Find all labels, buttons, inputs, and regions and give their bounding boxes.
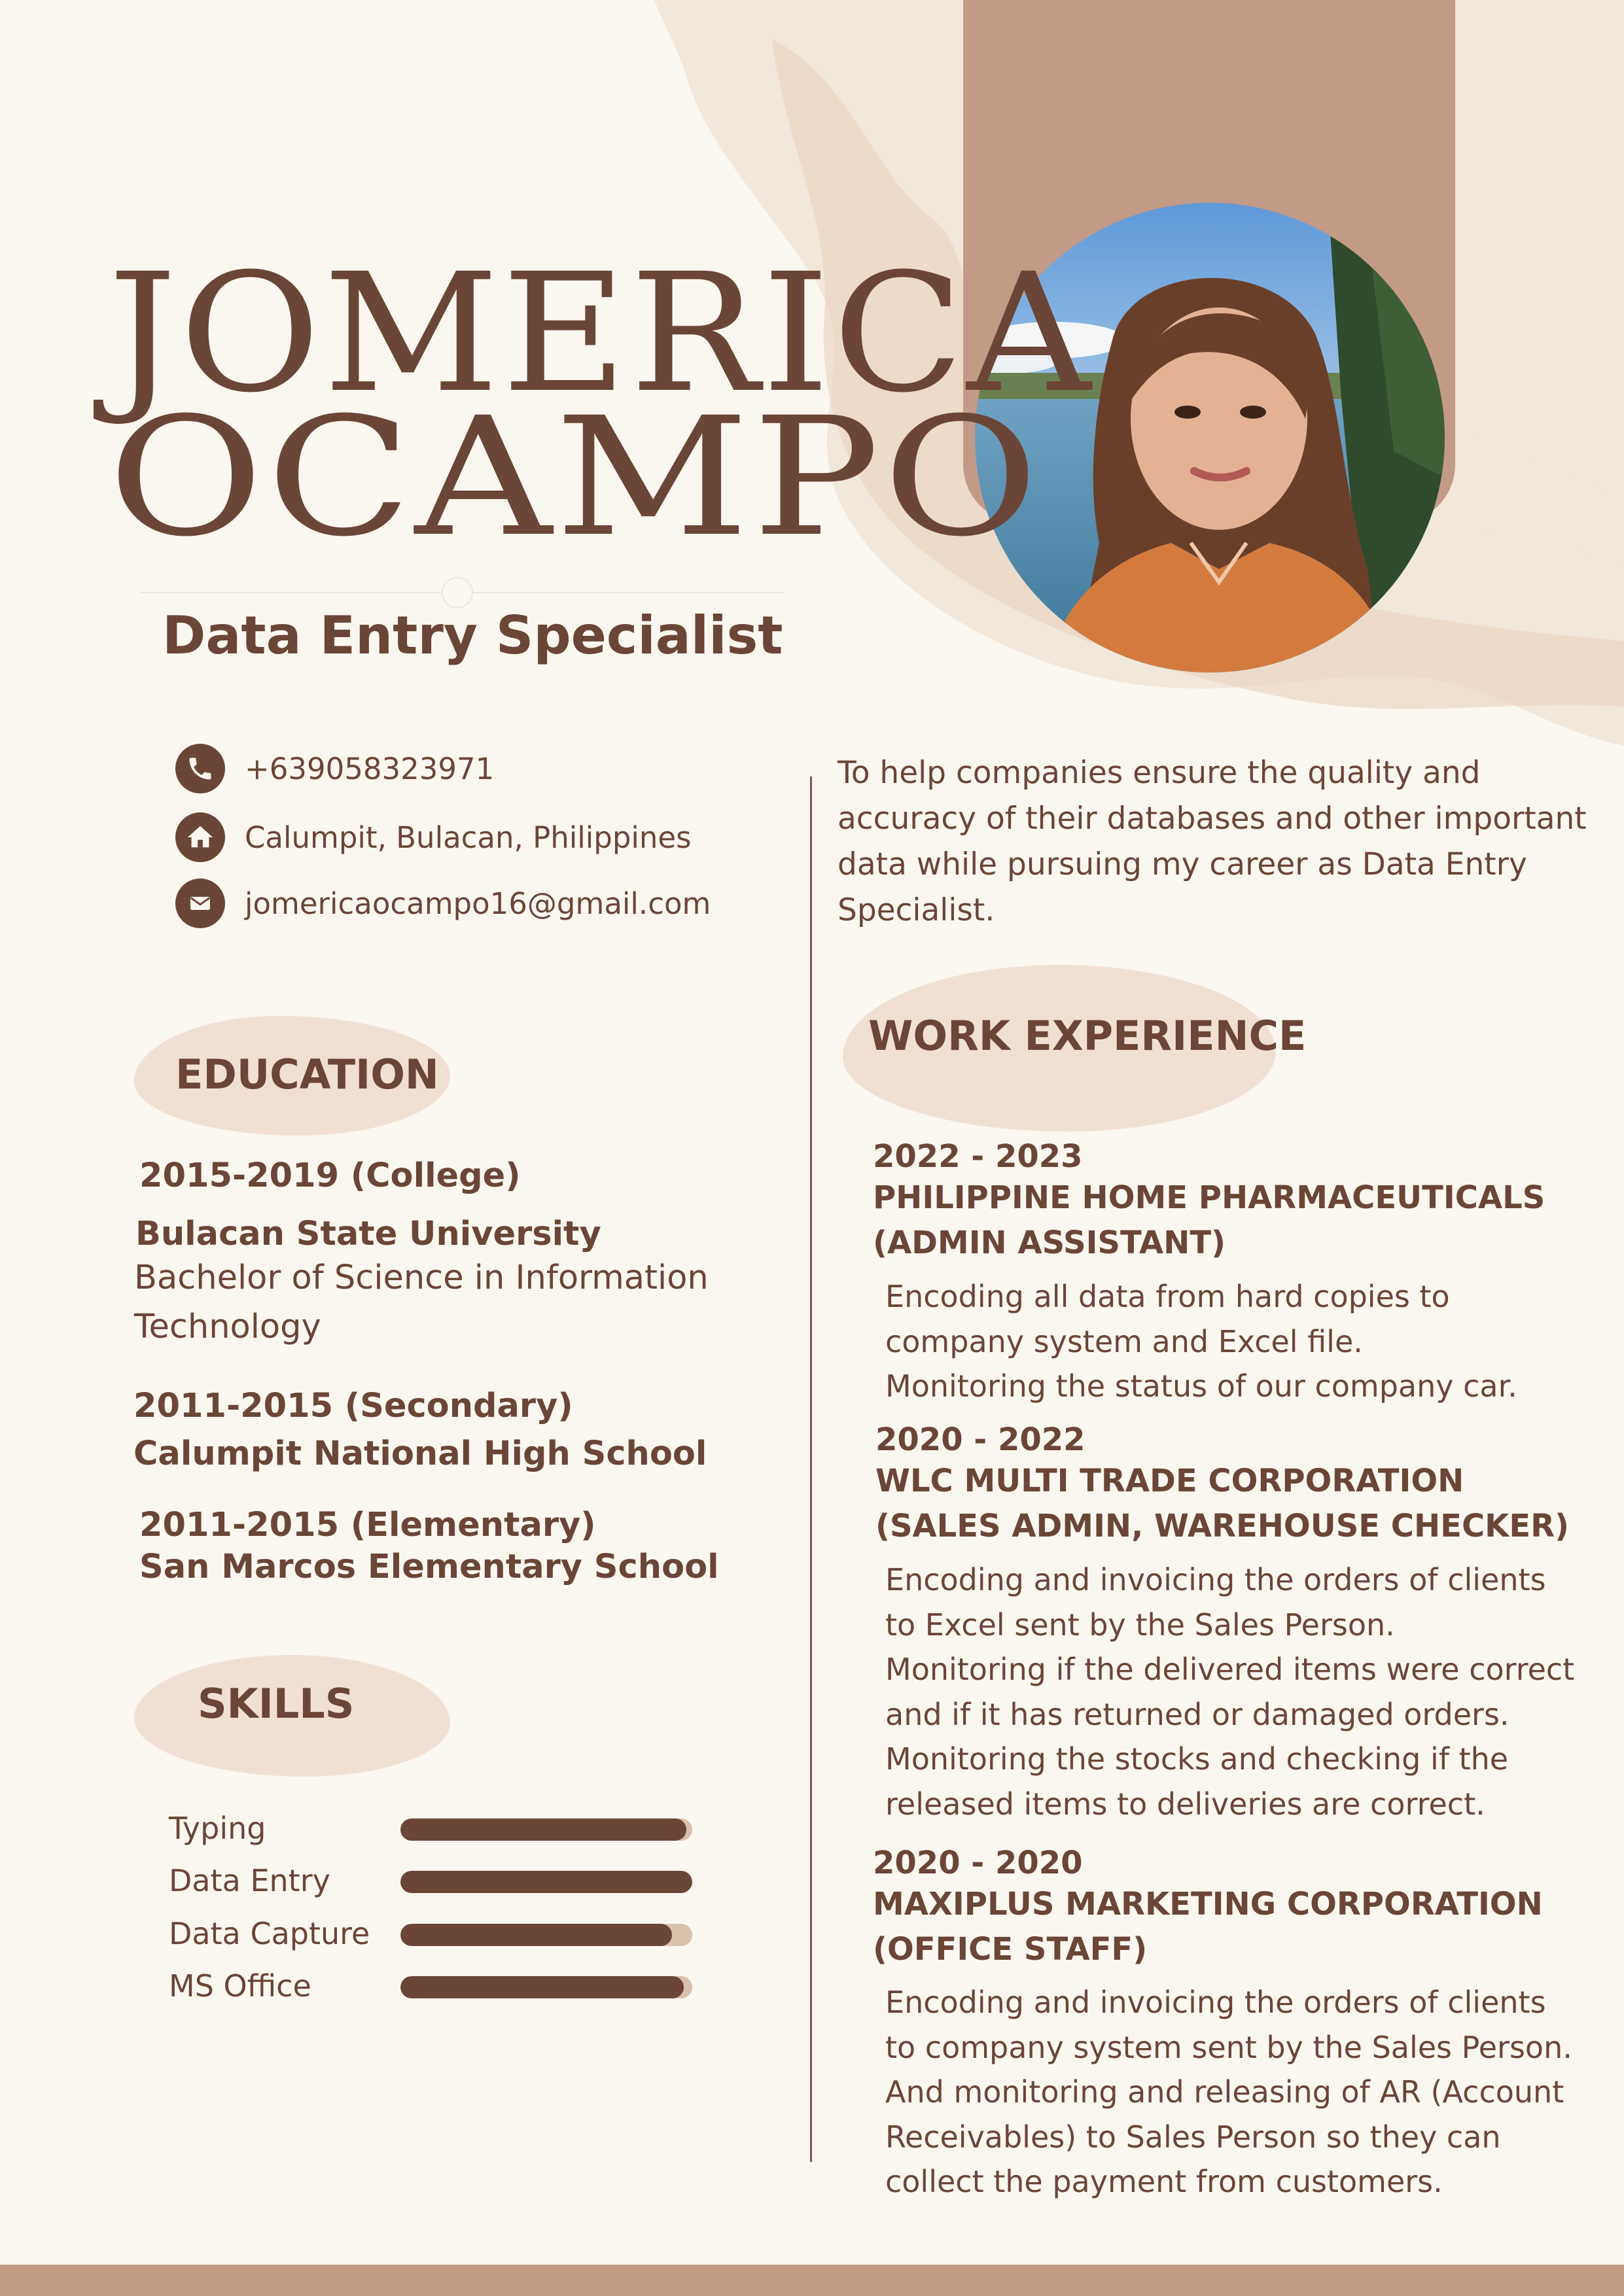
skill-bar-fill — [400, 1976, 684, 1998]
phone-number: +639058323971 — [245, 751, 495, 786]
column-divider — [810, 776, 812, 2162]
skill-bar-ms-office — [400, 1976, 692, 1998]
job-description-line: Monitoring the stocks and checking if the — [885, 1741, 1509, 1777]
job-description — [885, 1274, 1592, 1409]
job-role: (OFFICE STAFF) — [873, 1931, 1148, 1968]
footer-band — [0, 2265, 1624, 2296]
job-description-line: Encoding and invoicing the orders of clients — [885, 1985, 1546, 2020]
work-heading: WORK EXPERIENCE — [868, 1012, 1307, 1060]
address-text: Calumpit, Bulacan, Philippines — [245, 820, 692, 855]
first-name: JOMERICA — [108, 238, 1094, 428]
last-name: OCAMPO — [108, 382, 1042, 572]
education-school-college: Bulacan State University — [135, 1215, 601, 1253]
skill-bar-fill — [400, 1871, 692, 1893]
job-description-line: Encoding and invoicing the orders of clients — [885, 1562, 1546, 1597]
education-heading: EDUCATION — [175, 1051, 439, 1098]
skill-label-data-capture: Data Capture — [169, 1916, 370, 1951]
job-role: (SALES ADMIN, WAREHOUSE CHECKER) — [875, 1508, 1570, 1544]
skills-heading: SKILLS — [198, 1680, 355, 1728]
job-years: 2022 - 2023 — [873, 1138, 1083, 1175]
job-years: 2020 - 2020 — [873, 1845, 1083, 1881]
job-description-line: And monitoring and releasing of AR (Account — [885, 2074, 1564, 2110]
mail-icon — [175, 878, 225, 928]
job-description-line: and if it has returned or damaged orders. — [885, 1696, 1509, 1732]
email-address: jomericaocampo16@gmail.com — [245, 886, 711, 921]
job-description-line: Monitoring if the delivered items were correct — [885, 1652, 1575, 1687]
job-description-line: released items to deliveries are correct. — [885, 1786, 1485, 1822]
job-role: (ADMIN ASSISTANT) — [873, 1225, 1226, 1261]
contact-email — [175, 878, 711, 928]
job-description — [885, 1980, 1592, 2204]
contact-phone — [175, 744, 494, 793]
home-icon — [175, 812, 225, 862]
career-objective: To help companies ensure the quality and accuracy of their databases and other important data while pursuing my career as Data Entry Specialist. — [838, 755, 1587, 928]
job-company: MAXIPLUS MARKETING CORPORATION — [873, 1886, 1543, 1922]
skill-label-data-entry: Data Entry — [169, 1863, 330, 1898]
skill-label-typing: Typing — [169, 1811, 266, 1846]
job-description — [885, 1557, 1592, 1826]
education-date-secondary: 2011-2015 (Secondary) — [133, 1387, 573, 1425]
job-company: PHILIPPINE HOME PHARMACEUTICALS — [873, 1179, 1545, 1216]
job-description-line: collect the payment from customers. — [885, 2164, 1443, 2199]
skill-bar-data-capture — [400, 1924, 692, 1946]
job-description-line: Monitoring the status of our company car. — [885, 1368, 1517, 1404]
job-description-line: to Excel sent by the Sales Person. — [885, 1607, 1395, 1643]
education-school-secondary: Calumpit National High School — [133, 1435, 707, 1473]
contact-address — [175, 812, 692, 862]
education-degree: Bachelor of Science in Information Technology — [134, 1259, 709, 1346]
education-school-elementary: San Marcos Elementary School — [139, 1548, 719, 1586]
job-description-line: to company system sent by the Sales Person. — [885, 2029, 1572, 2065]
skill-label-ms-office: MS Office — [169, 1968, 311, 2004]
job-years: 2020 - 2022 — [875, 1421, 1086, 1458]
skill-bar-data-entry — [400, 1871, 692, 1893]
job-company: WLC MULTI TRADE CORPORATION — [875, 1463, 1464, 1499]
job-description-line: company system and Excel file. — [885, 1323, 1363, 1359]
education-date-elementary: 2011-2015 (Elementary) — [139, 1506, 596, 1544]
phone-icon — [175, 744, 225, 793]
job-description-line: Encoding all data from hard copies to — [885, 1279, 1450, 1314]
job-title: Data Entry Specialist — [162, 605, 783, 666]
skill-bar-fill — [400, 1818, 686, 1841]
job-description-line: Receivables) to Sales Person so they can — [885, 2119, 1501, 2155]
divider-ornament — [442, 577, 473, 608]
skill-bar-typing — [400, 1818, 692, 1841]
skill-bar-fill — [400, 1924, 672, 1946]
education-date-college: 2015-2019 (College) — [139, 1157, 521, 1195]
